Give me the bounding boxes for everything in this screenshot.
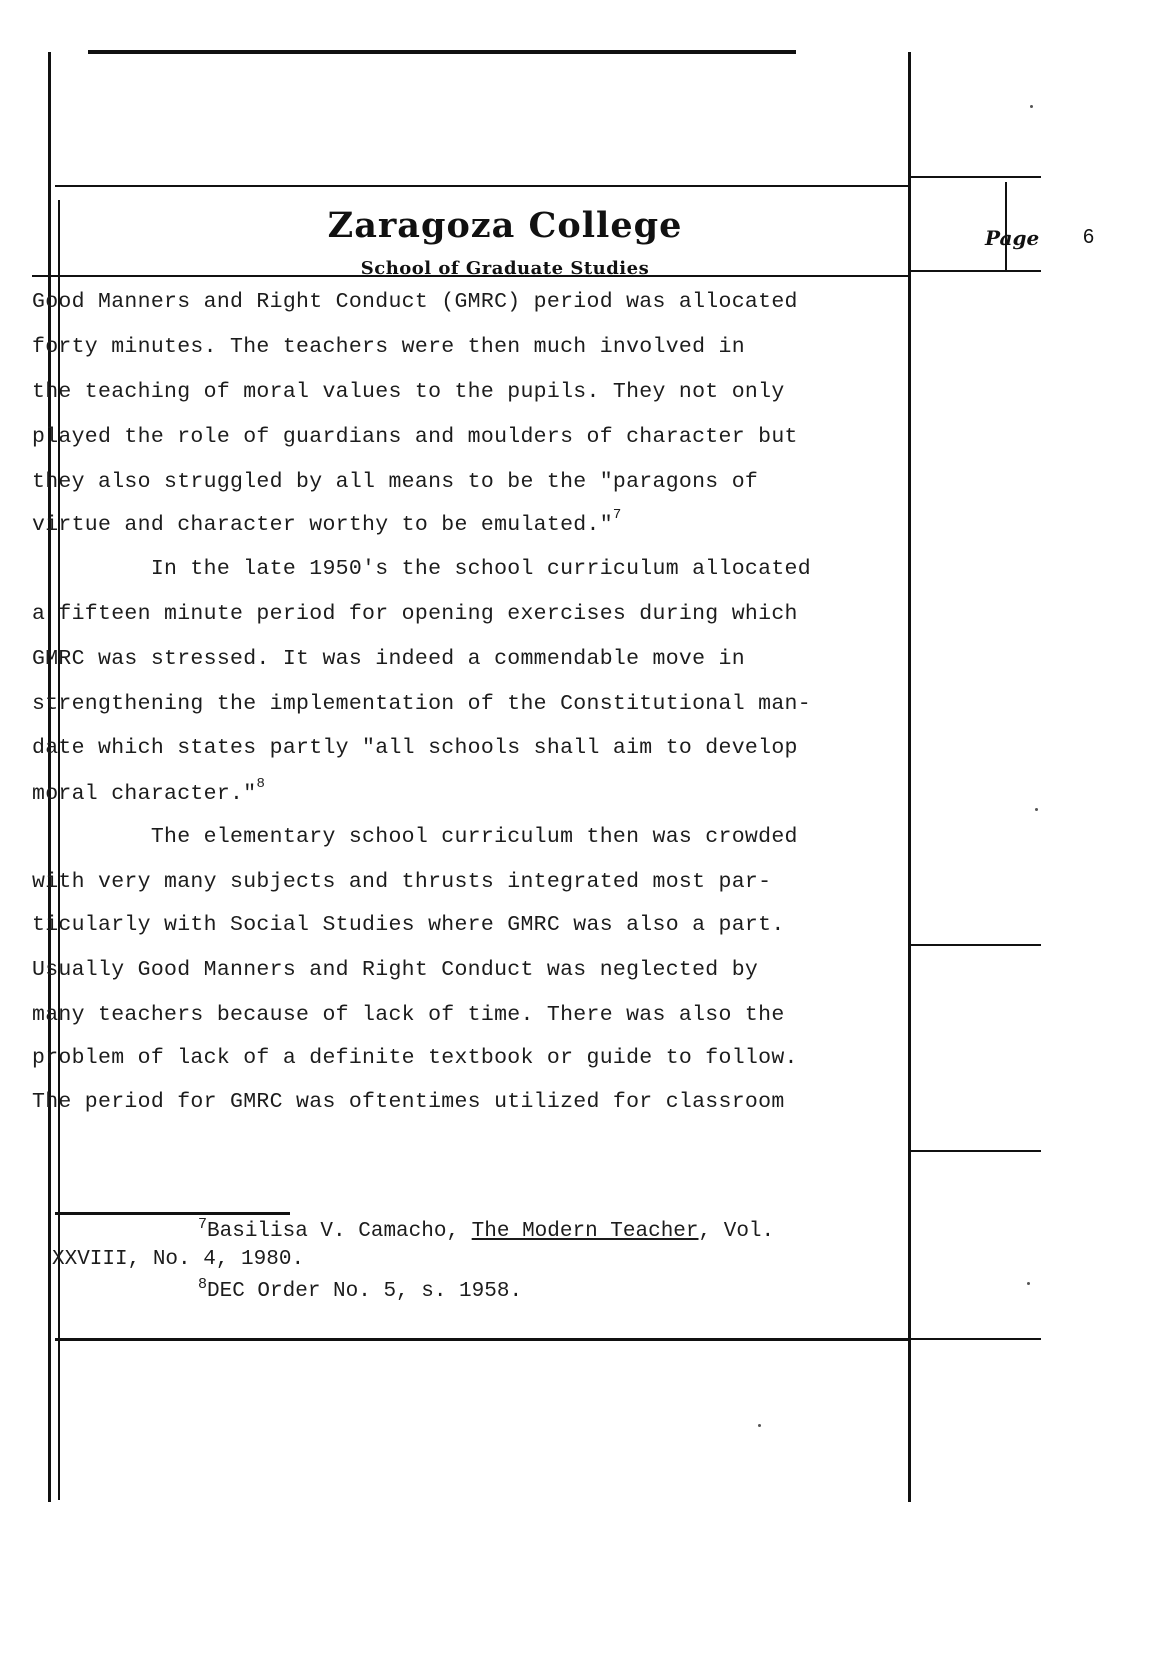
footnote-rule (55, 1212, 290, 1215)
left-margin-rule (48, 52, 51, 1502)
body-line: ticularly with Social Studies where GMRC was also a part. (32, 913, 785, 937)
body-line: The period for GMRC was oftentimes utilized for classroom (32, 1090, 785, 1114)
body-line: with very many subjects and thrusts integrated most par- (32, 870, 772, 894)
body-line: Usually Good Manners and Right Conduct was neglected by (32, 958, 759, 982)
right-column-rule-1 (911, 944, 1041, 946)
footnote-ref-7: 7 (612, 506, 622, 523)
footnote-number: 8 (198, 1276, 208, 1293)
body-line: forty minutes. The teachers were then much involved in (32, 335, 745, 359)
scan-speck (758, 1424, 761, 1427)
page-box-bottom-rule (911, 270, 1041, 272)
body-line: date which states partly "all schools shall aim to develop (32, 736, 798, 760)
footnote-rest: , Vol. (698, 1220, 775, 1243)
body-line: problem of lack of a definite textbook or guide to follow. (32, 1046, 798, 1070)
page-label: Page (985, 226, 1040, 250)
page-number: 6 (1083, 226, 1095, 248)
header-top-rule (55, 185, 908, 187)
body-line: strengthening the implementation of the Constitutional man- (32, 692, 811, 716)
right-column-rule-2 (911, 1150, 1041, 1152)
body-line: GMRC was stressed. It was indeed a commendable move in (32, 647, 745, 671)
body-line: the teaching of moral values to the pupils. They not only (32, 380, 785, 404)
scan-speck (1035, 808, 1038, 811)
body-line: virtue and character worthy to be emulated."$^7$ (32, 506, 622, 537)
footnote-7 (198, 1216, 775, 1243)
body-line: many teachers because of lack of time. There was also the (32, 1003, 785, 1027)
right-column-rule-3 (911, 1338, 1041, 1340)
body-line: Good Manners and Right Conduct (GMRC) period was allocated (32, 290, 798, 314)
body-line: The elementary school curriculum then was crowded (32, 825, 798, 849)
body-line: In the late 1950's the school curriculum allocated (32, 557, 811, 581)
school-name: School of Graduate Studies (360, 258, 650, 279)
college-name: Zaragoza College (327, 205, 683, 246)
body-line: they also struggled by all means to be the "paragons of (32, 470, 759, 494)
scan-speck (1030, 105, 1033, 108)
footnote-ref-8: 8 (256, 775, 266, 792)
body-line: played the role of guardians and moulders of character but (32, 425, 798, 449)
footnote-author: Basilisa V. Camacho, (207, 1220, 472, 1243)
body-line: a fifteen minute period for opening exercises during which (32, 602, 798, 626)
footnote-number: 7 (198, 1216, 208, 1233)
footnote-8 (198, 1276, 523, 1303)
page-box-top-rule (911, 176, 1041, 178)
footnote-7-continuation: XXVIII, No. 4, 1980. (52, 1248, 305, 1271)
top-rule (88, 50, 796, 54)
footnote-text: DEC Order No. 5, s. 1958. (207, 1280, 523, 1303)
footnote-title: The Modern Teacher (471, 1220, 699, 1243)
body-line: moral character."$^8$ (32, 775, 266, 806)
bottom-rule (55, 1338, 908, 1341)
scan-speck (1027, 1282, 1030, 1285)
